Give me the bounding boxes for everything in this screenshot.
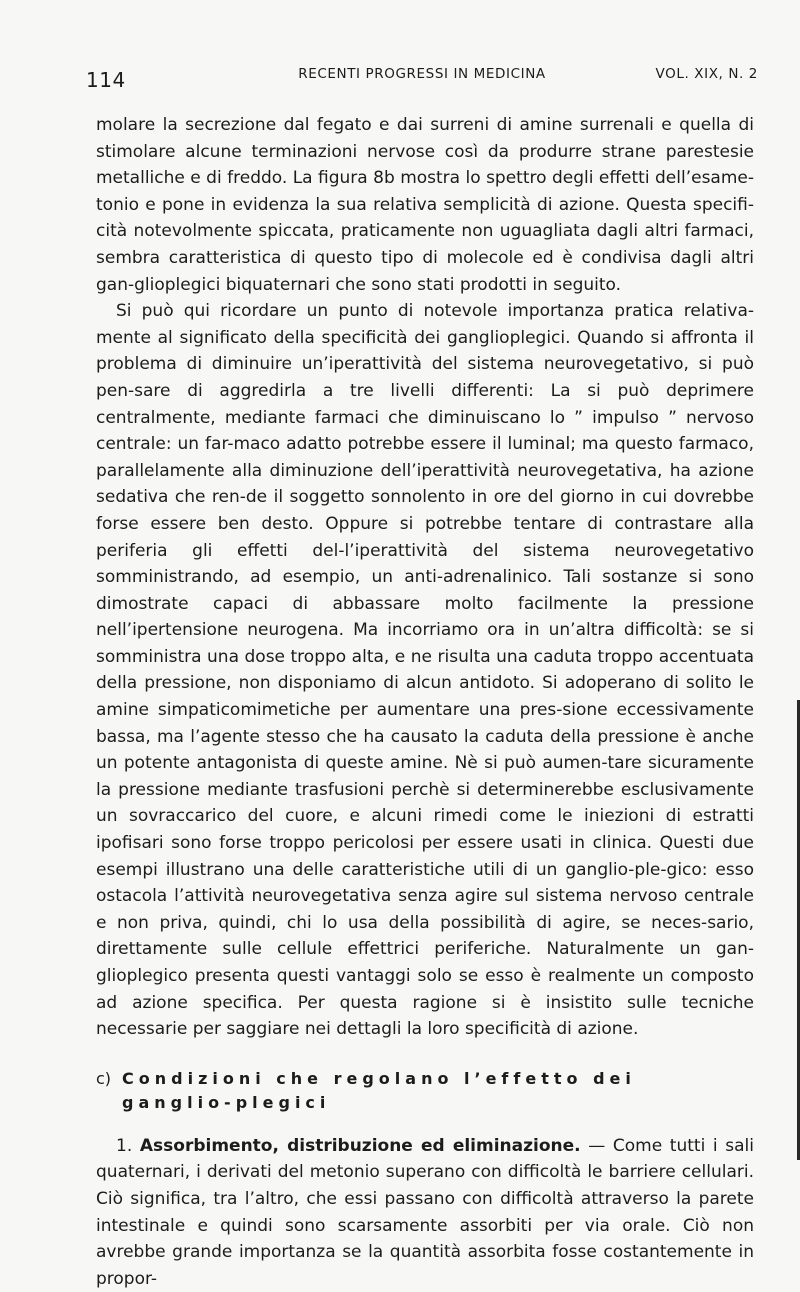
subsection-title: Assorbimento, distribuzione ed eliminazione. [139,1135,581,1156]
subsection-dash: — [580,1135,613,1156]
section-title: Condizioni che regolano l’effetto dei ganglio-plegici [122,1068,636,1112]
subsection-paragraph [96,1133,754,1292]
page-header [86,62,758,92]
paragraph-2: Si può qui ricordare un punto di notevole importanza pratica relativa-mente al significato della specificità dei ganglioplegici. Quando si affronta il problema di diminuire un’iperattività del sistema neurovegetativo, si può pen-sare di aggredirla a tre livelli differenti: La si può deprimere centralmente, mediante farmaci che diminuiscano lo ” impulso ” nervoso centrale: un far-maco adatto potrebbe essere il luminal; ma questo farmaco, parallelamente alla diminuzione dell’iperattività neurovegetativa, ha azione sedativa che ren-de il soggetto sonnolento in ore del giorno in cui dovrebbe forse essere ben desto. Oppure si potrebbe tentare di contrastare alla periferia gli effetti del-l’iperattività del sistema neurovegetativo somministrando, ad esempio, un anti-adrenalinico. Tali sostanze si sono dimostrate capaci di abbassare molto facilmente la pressione nell’ipertensione neurogena. Ma incorriamo ora in un’altra difficoltà: se si somministra una dose troppo alta, e ne risulta una caduta troppo accentuata della pressione, non disponiamo di alcun antidoto. Si adoperano di solito le amine simpaticomimetiche per aumentare una pres-sione eccessivamente bassa, ma l’agente stesso che ha causato la caduta della pressione è anche un potente antagonista di queste amine. Nè si può aumen-tare sicuramente la pressione mediante trasfusioni perchè si determinerebbe esclusivamente un sovraccarico del cuore, e alcuni rimedi come le iniezioni di estratti ipofisari sono forse troppo pericolosi per essere usati in clinica. Questi due esempi illustrano una delle caratteristiche utili di un ganglio-ple-gico: esso ostacola l’attività neurovegetativa senza agire sul sistema nervoso centrale e non priva, quindi, chi lo usa della possibilità di agire, se neces-sario, direttamente sulle cellule effettrici periferiche. Naturalmente un gan-glioplegico presenta questi vantaggi solo se esso è realmente un composto ad azione specifica. Per questa ragione si è insistito sulle tecniche necessarie per saggiare nei dettagli la loro specificità di azione. [96,301,754,1040]
page-body [96,112,754,1292]
section-heading [96,1067,754,1115]
subsection-text: Come tutti i sali quaternari, i derivati del metonio superano con difficoltà le barriere cellulari. Ciò significa, tra l’altro, che essi passano con difficoltà attraverso la parete intestinale e quindi sono scarsamente assorbiti per via orale. Ciò non avrebbe grande importanza se la quantità assorbita fosse costantemente in propor- [96,1135,755,1289]
volume-info: VOL. XIX, N. 2 [655,66,758,82]
page-number: 114 [86,68,126,92]
subsection-number: 1. [116,1135,133,1156]
running-title: RECENTI PROGRESSI IN MEDICINA [298,66,546,82]
section-letter: c) [96,1068,112,1088]
paragraph-1: molare la secrezione dal fegato e dai surreni di amine surrenali e quella di stimolare alcune terminazioni nervose così da produrre strane parestesie metalliche e di freddo. La figura 8b mostra lo spettro degli effetti dell’esame-tonio e pone in evidenza la sua relativa semplicità di azione. Questa specifi-cità notevolmente spiccata, praticamente non uguagliata dagli altri farmaci, sembra caratteristica di questo tipo di molecole ed è condivisa dagli altri gan-glioplegici biquaternari che sono stati prodotti in seguito. [96,115,754,295]
